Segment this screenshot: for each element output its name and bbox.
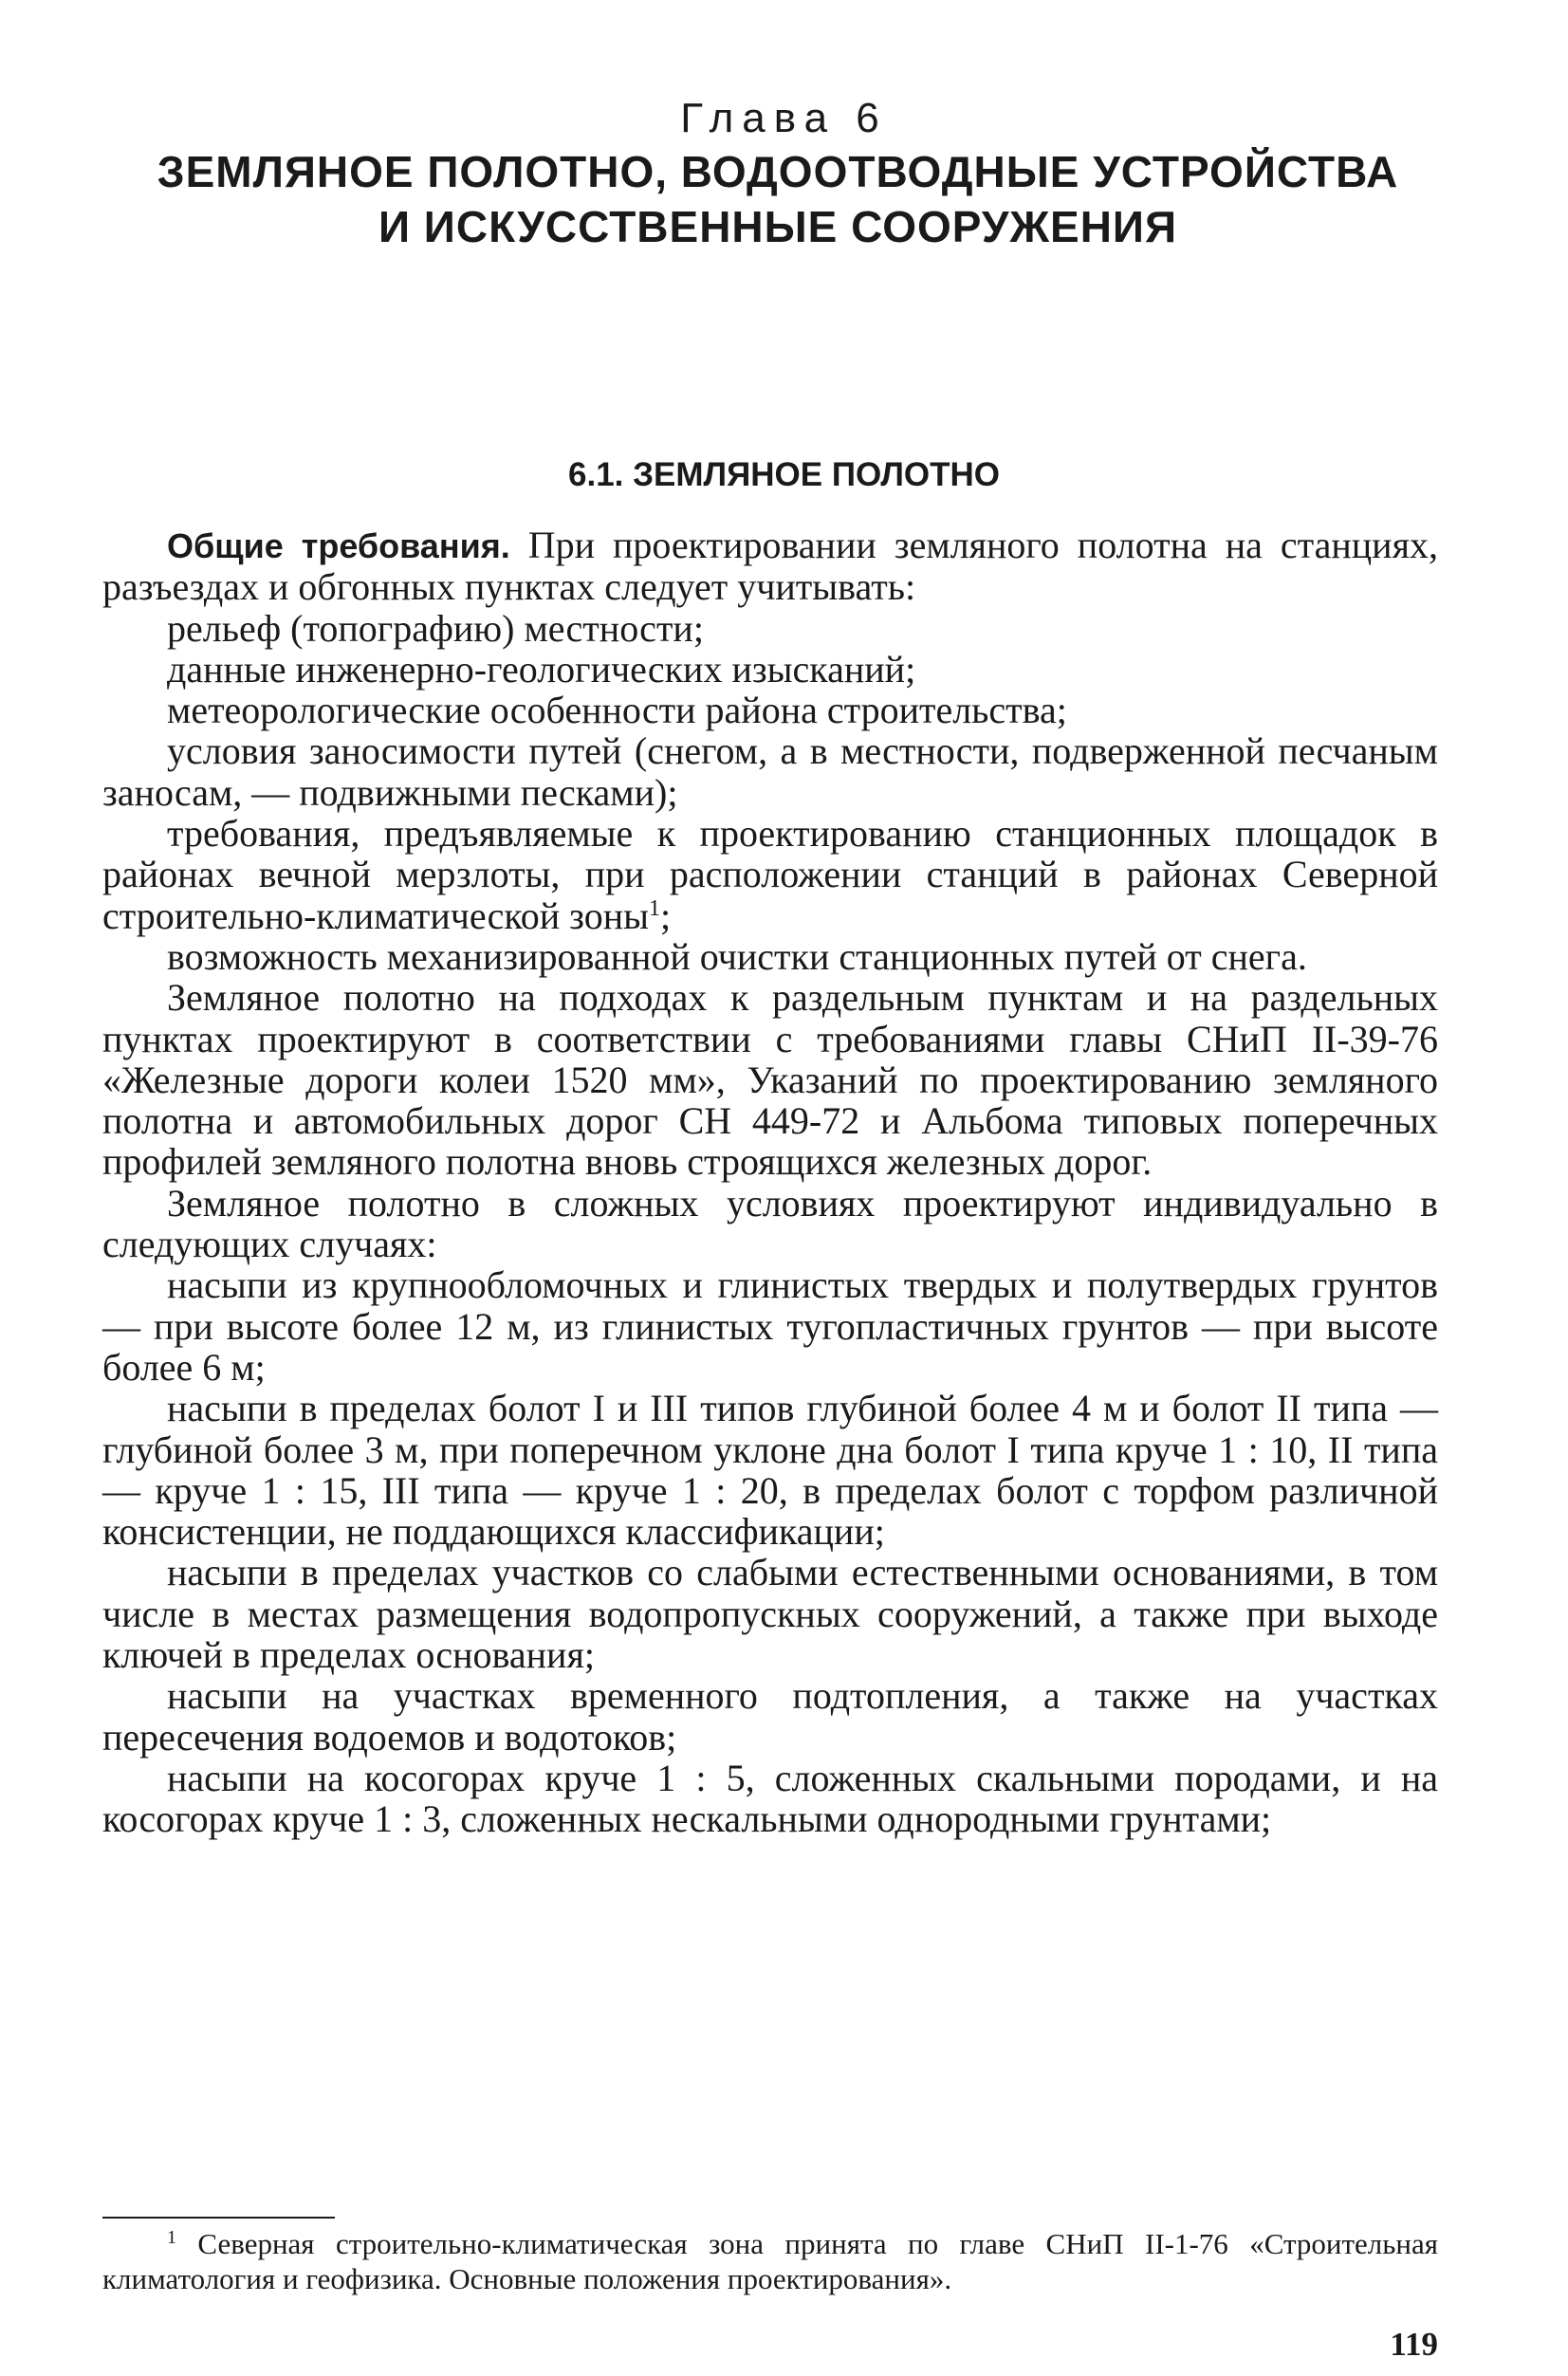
complex-conditions-paragraph: Земляное полотно в сложных условиях проектируют индивидуально в следующих случаях: — [102, 1181, 1438, 1266]
list-item: насыпи из крупнообломочных и глинистых твердых и полутвердых грунтов — при высоте более 12 м, из глинистых тугопластичных грунтов — при высоте более 6 м; — [102, 1263, 1438, 1389]
list-item: условия заносимости путей (снегом, а в местности, подверженной песчаным заносам, — подвижными песками); — [102, 729, 1438, 814]
chapter-label: Глава 6 — [680, 95, 888, 141]
list-item: метеорологические особенности района строительства; — [167, 689, 1067, 732]
body-text — [102, 525, 1438, 1840]
footnote-reference: 1 — [649, 895, 661, 921]
footnote — [102, 2226, 1438, 2296]
intro-lead: Общие требования. — [167, 526, 510, 565]
list-item: насыпи в пределах участков со слабыми естественными основаниями, в том числе в местах размещения водопропускных сооружений, а также при выходе ключей в пределах основания; — [102, 1551, 1438, 1677]
list-item: насыпи в пределах болот I и III типов глубиной более 4 м и болот II типа — глубиной более 3 м, при поперечном уклоне дна болот I типа круче 1 : 10, II типа — круче 1 : 15, III типа — круче 1 : 20, в пределах болот с торфом различной консистенции, не поддающихся классификации; — [102, 1387, 1438, 1554]
page-number: 119 — [1390, 2326, 1438, 2363]
list-item: насыпи на косогорах круче 1 : 5, сложенных скальными породами, и на косогорах круче 1 : 3, сложенных нескальными однородными грунтами; — [102, 1756, 1438, 1841]
intro-text: При проектировании земляного полотна на станциях, разъездах и обгонных пунктах следует учитывать: — [102, 524, 1438, 609]
list-item-punctuation: ; — [660, 893, 672, 937]
chapter-title-line-1: ЗЕМЛЯНОЕ ПОЛОТНО, ВОДООТВОДНЫЕ УСТРОЙСТВА — [157, 147, 1399, 196]
intro-paragraph — [102, 525, 1438, 608]
list-item-text: требования, предъявляемые к проектированию станционных площадок в районах вечной мерзлоты, при расположении станций в районах Северной строительно-климатической зоны — [102, 812, 1438, 937]
list-item: возможность механизированной очистки станционных путей от снега. — [167, 934, 1307, 978]
footnote-divider — [102, 2217, 335, 2219]
design-paragraph: Земляное полотно на подходах к раздельным пунктам и на раздельных пунктах проектируют в соответствии с требованиями главы СНиП II-39-76 «Железные дороги колеи 1520 мм», Указаний по проектированию земляного полотна и автомобильных дорог СН 449-72 и Альбома типовых поперечных профилей земляного полотна вновь строящихся железных дорог. — [102, 976, 1438, 1184]
list-item: насыпи на участках временного подтопления, а также на участках пересечения водоемов и водотоков; — [102, 1674, 1438, 1759]
chapter-title — [123, 144, 1432, 254]
list-item: рельеф (топографию) местности; — [167, 606, 704, 650]
section-title: 6.1. ЗЕМЛЯНОЕ ПОЛОТНО — [568, 456, 1000, 493]
footnote-text: Северная строительно-климатическая зона принята по главе СНиП II-1-76 «Строительная климатология и геофизика. Основные положения проектирования». — [102, 2227, 1439, 2295]
list-item — [102, 813, 1438, 936]
list-item: данные инженерно-геологических изысканий; — [167, 647, 916, 691]
footnote-mark: 1 — [167, 2227, 176, 2248]
chapter-title-line-2: И ИСКУССТВЕННЫЕ СООРУЖЕНИЯ — [378, 202, 1178, 251]
